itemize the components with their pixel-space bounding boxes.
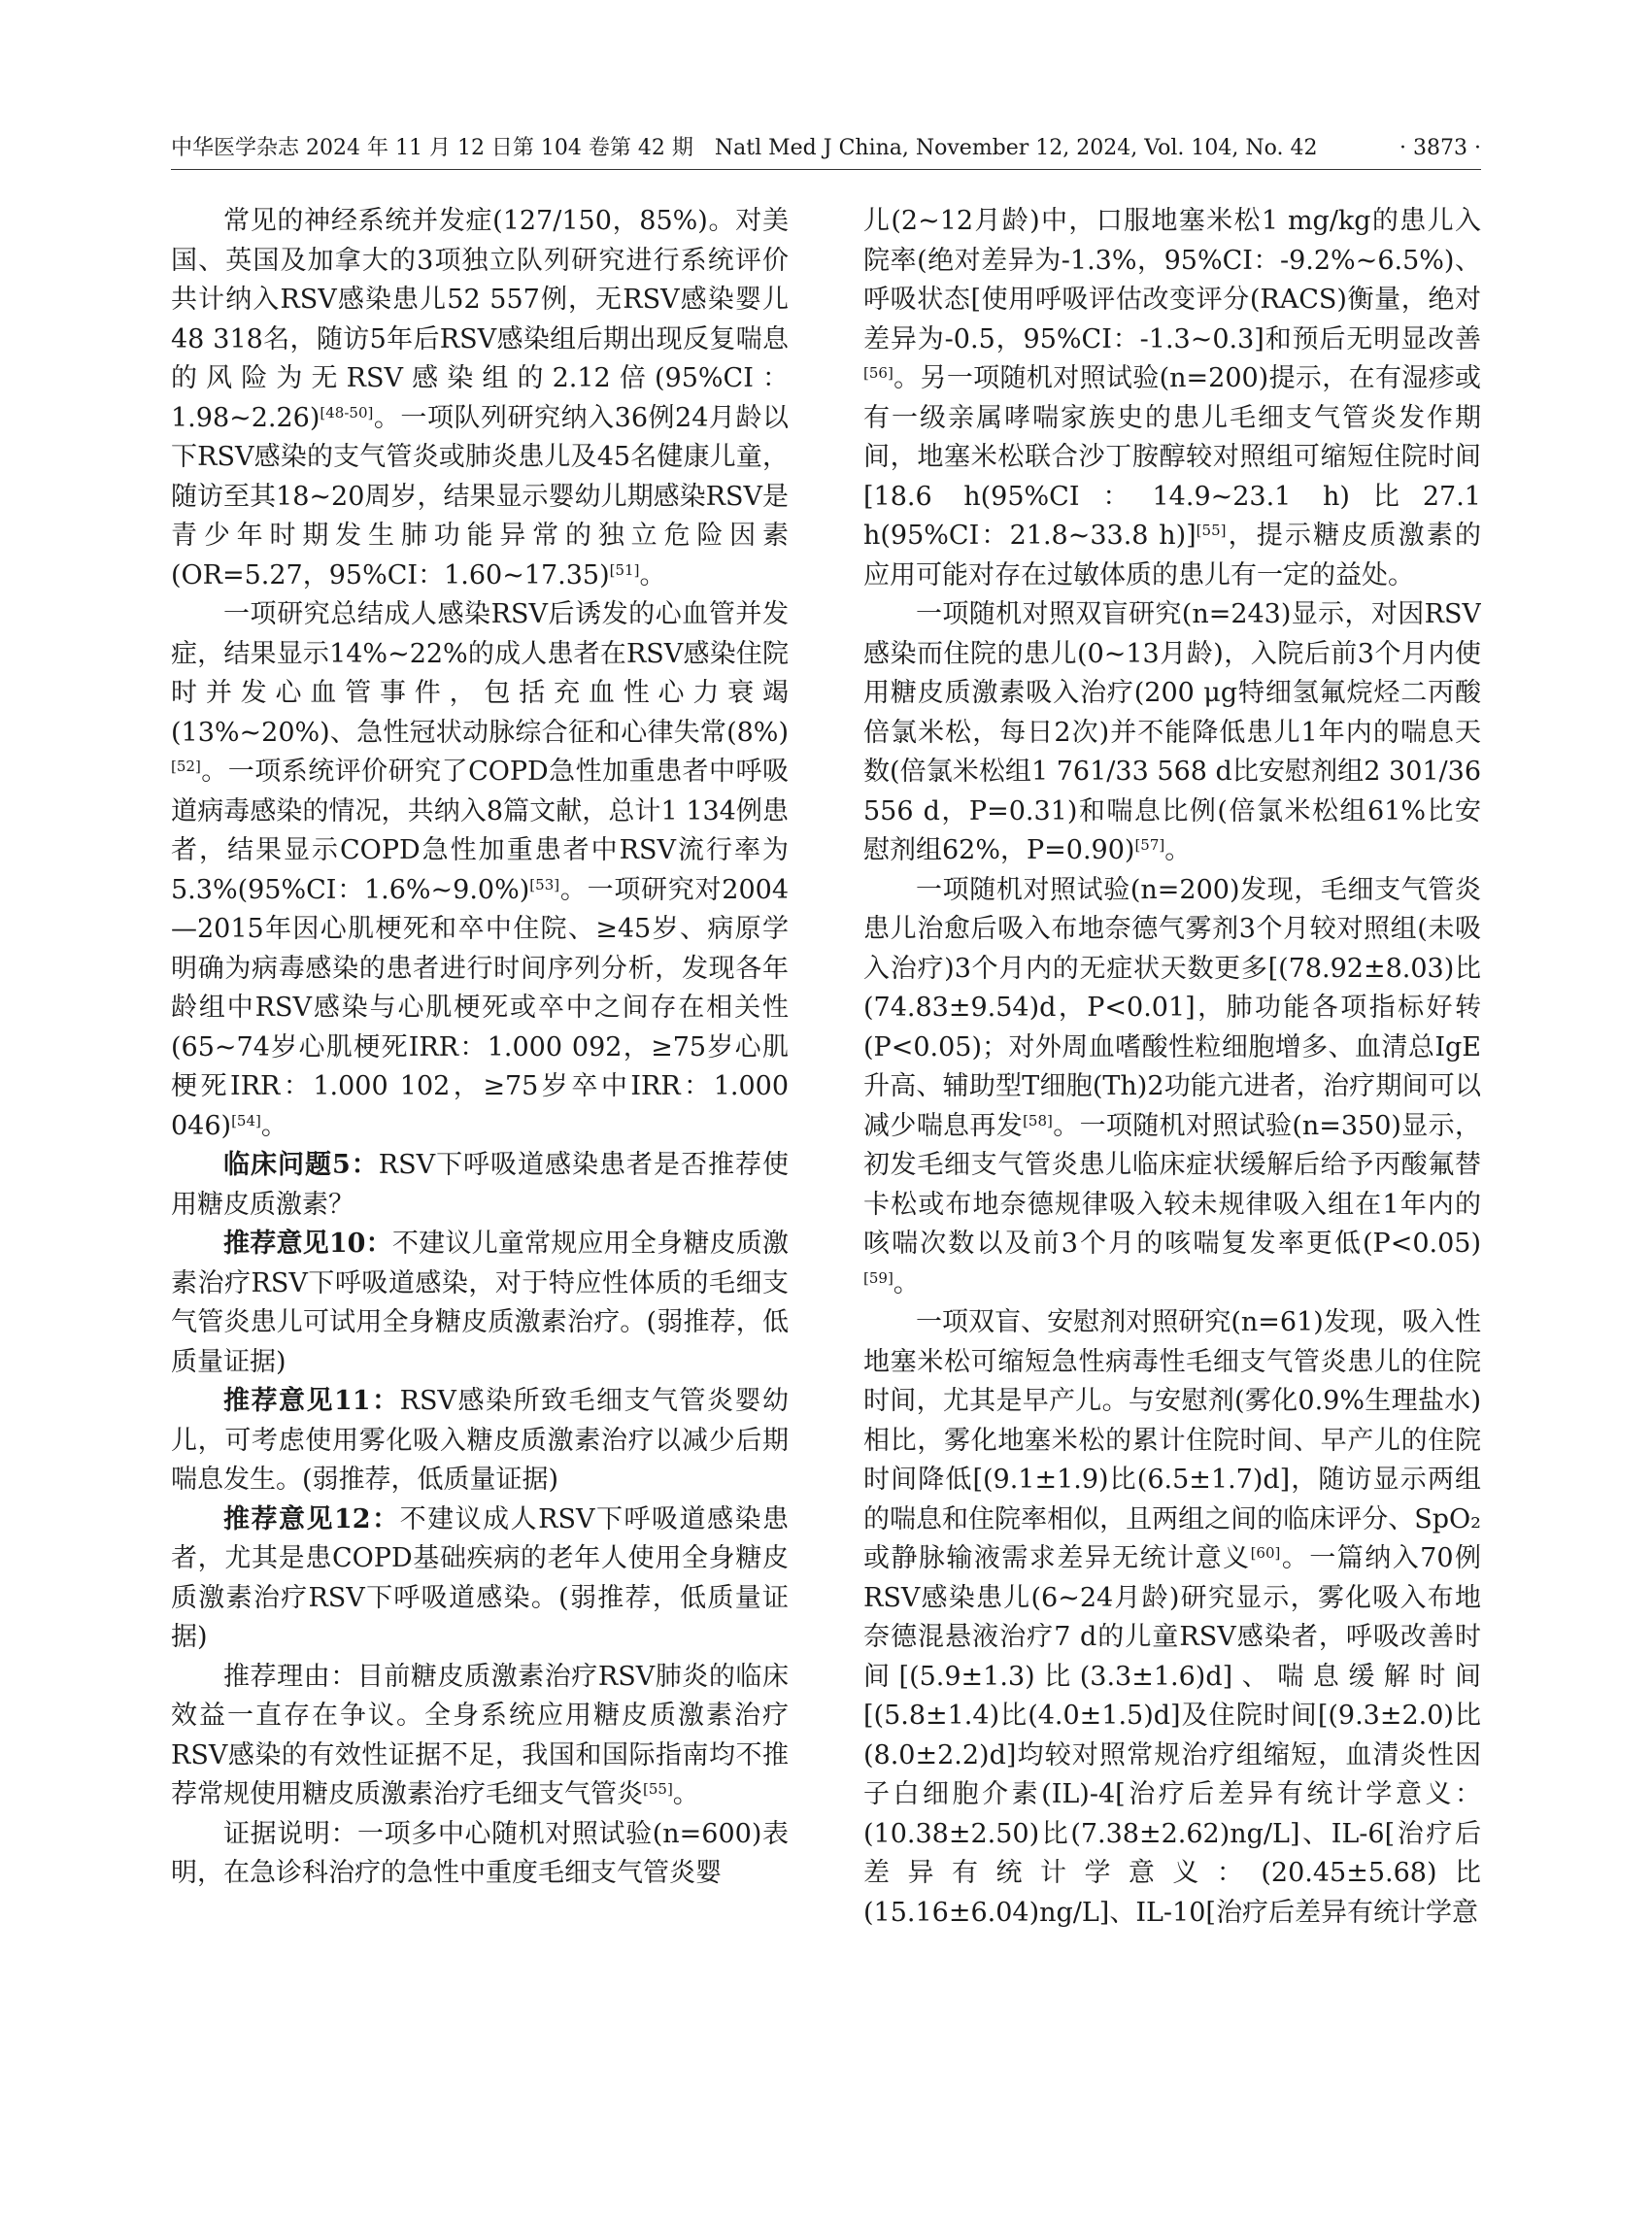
section-heading: 推荐意见12： (223, 1503, 400, 1534)
paragraph-text: 。 (639, 559, 666, 590)
paragraph-text: 。 (260, 1110, 287, 1141)
section-heading: 推荐意见10： (223, 1229, 392, 1259)
citation-ref: [51] (609, 560, 640, 579)
paragraph (171, 1500, 789, 1658)
paragraph-text: 。一项系统评价研究了COPD急性加重患者中呼吸道病毒感染的情况，共纳入8篇文献，总计1 134例患者，结果显示COPD急性加重患者中RSV流行率为5.3%(95%CI：1.6%~9.0%) (171, 757, 789, 905)
paragraph (863, 871, 1481, 1304)
page-number: · 3873 · (1399, 136, 1481, 160)
paragraph-text: 常见的神经系统并发症(127/150，85%)。对美国、英国及加拿大的3项独立队列研究进行系统评价共计纳入RSV感染患儿52 557例，无RSV感染婴儿48 318名，随访5年后RSV感染组后期出现反复喘息的风险为无RSV感染组的2.12倍(95%CI：1.98~2.26) (171, 206, 789, 433)
journal-citation: 中华医学杂志 2024 年 11 月 12 日第 104 卷第 42 期 Natl Med J China, November 12, 2024, Vol. 104, No. 42 (171, 136, 1318, 160)
paragraph-text: 。 (672, 1779, 699, 1809)
citation-ref: [58] (1023, 1111, 1053, 1129)
paragraph (171, 1658, 789, 1815)
paragraph-text: 。另一项随机对照试验(n=200)提示，在有湿疹或有一级亲属哮喘家族史的患儿毛细支气管炎发作期间，地塞米松联合沙丁胺醇较对照组可缩短住院时间[18.6 h(95%CI：14.9~23.1 h)比27.1 h(95%CI：21.8~33.8 h)] (863, 363, 1481, 551)
paragraph-text: 一项随机对照试验(n=200)发现，毛细支气管炎患儿治愈后吸入布地奈德气雾剂3个月较对照组(未吸入治疗)3个月内的无症状天数更多[(78.92±8.03)比(74.83±9.54)d，P<0.01]，肺功能各项指标好转(P<0.05)；对外周血嗜酸性粒细胞增多、血清总IgE升高、辅助型T细胞(Th)2功能亢进者，治疗期间可以减少喘息再发 (863, 874, 1481, 1141)
paragraph (863, 1303, 1481, 1933)
paragraph-text: 一项双盲、安慰剂对照研究(n=61)发现，吸入性地塞米松可缩短急性病毒性毛细支气管炎患儿的住院时间，尤其是早产儿。与安慰剂(雾化0.9%生理盐水)相比，雾化地塞米松的累计住院时间、早产儿的住院时间降低[(9.1±1.9)比(6.5±1.7)d]，随访显示两组的喘息和住院率相似，且两组之间的临床评分、SpO₂或静脉输液需求差异无统计意义 (863, 1307, 1481, 1573)
paragraph-text: 不建议成人RSV下呼吸道感染患者，尤其是患COPD基础疾病的老年人使用全身糖皮质激素治疗RSV下呼吸道感染。(弱推荐，低质量证据) (171, 1503, 789, 1652)
paragraph-text: 一项随机对照双盲研究(n=243)显示，对因RSV感染而住院的患儿(0~13月龄)，入院后前3个月内使用糖皮质激素吸入治疗(200 μg特细氢氟烷烃二丙酸倍氯米松，每日2次)并不能降低患儿1年内的喘息天数(倍氯米松组1 761/33 568 d比安慰剂组2 301/36 556 d，P=0.31)和喘息比例(倍氯米松组61%比安慰剂组62%，P=0.90) (863, 599, 1481, 865)
citation-ref: [57] (1134, 836, 1165, 854)
paragraph-text: 一项研究总结成人感染RSV后诱发的心血管并发症，结果显示14%~22%的成人患者在RSV感染住院时并发心血管事件，包括充血性心力衰竭(13%~20%)、急性冠状动脉综合征和心律失常(8%) (171, 599, 789, 748)
citation-ref: [60] (1250, 1544, 1281, 1562)
paragraph-text: 。一篇纳入70例RSV感染患儿(6~24月龄)研究显示，雾化吸入布地奈德混悬液治疗7 d的儿童RSV感染者，呼吸改善时间[(5.9±1.3)比(3.3±1.6)d]、喘息缓解时间[(5.8±1.4)比(4.0±1.5)d]及住院时间[(9.3±2.0)比(8.0±2.2)d]均较对照常规治疗组缩短，血清炎性因子白细胞介素(IL)-4[治疗后差异有统计学意义：(10.38±2.50)比(7.38±2.62)ng/L]、IL-6[治疗后差异有统计学意义：(20.45±5.68)比(15.16±6.04)ng/L]、IL-10[治疗后差异有统计学意 (863, 1543, 1481, 1928)
citation-ref: [53] (529, 875, 560, 893)
paragraph-text: 。一项研究对2004—2015年因心肌梗死和卒中住院、≥45岁、病原学明确为病毒感染的患者进行时间序列分析，发现各年龄组中RSV感染与心肌梗死或卒中之间存在相关性(65~74岁心肌梗死IRR：1.000 092，≥75岁心肌梗死IRR：1.000 102，≥75岁卒中IRR：1.000 046) (171, 874, 789, 1141)
paragraph-text: 。 (1164, 835, 1192, 865)
paragraph-text: RSV感染所致毛细支气管炎婴幼儿，可考虑使用雾化吸入糖皮质激素治疗以减少后期喘息发生。(弱推荐，低质量证据) (171, 1386, 789, 1495)
paragraph-text: ，提示糖皮质激素的应用可能对存在过敏体质的患儿有一定的益处。 (863, 521, 1481, 590)
citation-ref: [52] (171, 758, 201, 775)
citation-ref: [48-50] (320, 403, 374, 421)
paragraph (171, 1382, 789, 1500)
paragraph-text: RSV下呼吸道感染患者是否推荐使用糖皮质激素？ (171, 1150, 789, 1220)
running-header (171, 134, 1481, 170)
paragraph-text: 儿(2~12月龄)中，口服地塞米松1 mg/kg的患儿入院率(绝对差异为-1.3%，95%CI：-9.2%~6.5%)、呼吸状态[使用呼吸评估改变评分(RACS)衡量，绝对差异为-0.5，95%CI：-1.3~0.3]和预后无明显改善 (863, 206, 1481, 354)
paragraph-text: 。一项随机对照试验(n=350)显示，初发毛细支气管炎患儿临床症状缓解后给予丙酸氟替卡松或布地奈德规律吸入较未规律吸入组在1年内的咳喘次数以及前3个月的咳喘复发率更低(P<0.05) (863, 1110, 1481, 1259)
citation-ref: [59] (863, 1268, 893, 1287)
paragraph-text: 证据说明：一项多中心随机对照试验(n=600)表明，在急诊科治疗的急性中重度毛细支气管炎婴 (171, 1818, 789, 1888)
paragraph (863, 202, 1481, 595)
paragraph-text: 。 (893, 1267, 920, 1298)
paragraph (171, 1815, 789, 1894)
citation-ref: [56] (863, 364, 893, 382)
paragraph-text: 。一项队列研究纳入36例24月龄以下RSV感染的支气管炎或肺炎患儿及45名健康儿童，随访至其18~20周岁，结果显示婴幼儿期感染RSV是青少年时期发生肺功能异常的独立危险因素(OR=5.27，95%CI：1.60~17.35) (171, 402, 789, 590)
paragraph (171, 202, 789, 595)
section-heading: 临床问题5： (223, 1150, 379, 1180)
paragraph (171, 1225, 789, 1382)
paragraph-text: 推荐理由：目前糖皮质激素治疗RSV肺炎的临床效益一直存在争议。全身系统应用糖皮质激素治疗RSV感染的有效性证据不足，我国和国际指南均不推荐常规使用糖皮质激素治疗毛细支气管炎 (171, 1661, 789, 1809)
right-column (863, 202, 1481, 2144)
paragraph (171, 595, 789, 1146)
left-column (171, 202, 789, 2144)
citation-ref: [55] (643, 1780, 673, 1798)
paragraph (863, 595, 1481, 871)
citation-ref: [55] (1196, 522, 1227, 539)
citation-ref: [54] (231, 1111, 261, 1129)
paragraph (171, 1146, 789, 1225)
paragraph-text: 不建议儿童常规应用全身糖皮质激素治疗RSV下呼吸道感染，对于特应性体质的毛细支气管炎患儿可试用全身糖皮质激素治疗。(弱推荐，低质量证据) (171, 1229, 789, 1377)
section-heading: 推荐意见11： (223, 1386, 400, 1416)
